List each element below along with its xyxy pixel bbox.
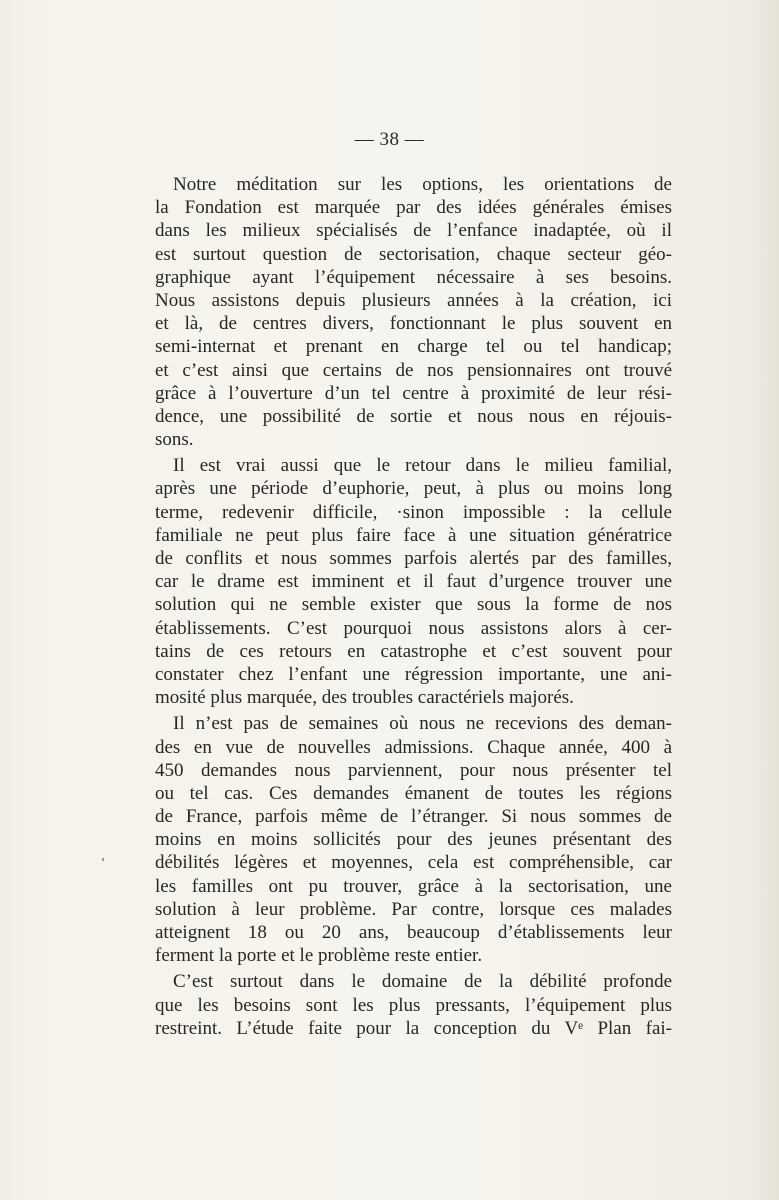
text-line: la Fondation est marquée par des idées générales émises <box>155 197 672 219</box>
text-line: moins en moins sollicités pour des jeunes présentant des <box>155 829 672 851</box>
text-line: que les besoins sont les plus pressants, l’équipement plus <box>155 994 672 1016</box>
text-line: les familles ont pu trouver, grâce à la sectorisation, une <box>155 875 672 897</box>
text-line: est surtout question de sectorisation, chaque secteur géo- <box>155 243 672 265</box>
text-line: car le drame est imminent et il faut d’urgence trouver une <box>155 571 672 593</box>
paragraph <box>155 712 672 967</box>
text-line: Nous assistons depuis plusieurs années à la création, ici <box>155 289 672 311</box>
paragraph <box>155 970 672 1040</box>
text-line: établissements. C’est pourquoi nous assistons alors à cer- <box>155 617 672 639</box>
text-line: familiale ne peut plus faire face à une situation génératrice <box>155 524 672 546</box>
text-line: semi-internat et prenant en charge tel ou tel handicap; <box>155 336 672 358</box>
text-line: 450 demandes nous parviennent, pour nous présenter tel <box>155 759 672 781</box>
text-line: solution qui ne semble exister que sous la forme de nos <box>155 594 672 616</box>
text-line: débilités légères et moyennes, cela est compréhensible, car <box>155 852 672 874</box>
text-line: dence, une possibilité de sortie et nous nous en réjouis- <box>155 405 672 427</box>
text-line: sons. <box>155 429 194 451</box>
text-line: Il n’est pas de semaines où nous ne recevions des deman- <box>173 713 672 735</box>
text-line: et là, de centres divers, fonctionnant le plus souvent en <box>155 313 672 335</box>
text-line: constater chez l’enfant une régression importante, une ani- <box>155 663 672 685</box>
text-line: ferment la porte et le problème reste entier. <box>155 945 483 967</box>
text-line: et c’est ainsi que certains de nos pensionnaires ont trouvé <box>155 359 672 381</box>
text-line: graphique ayant l’équipement nécessaire à ses besoins. <box>155 266 672 288</box>
text-line: Notre méditation sur les options, les orientations de <box>173 174 672 195</box>
text-line: ou tel cas. Ces demandes émanent de toutes les régions <box>155 782 672 804</box>
text-line: après une période d’euphorie, peut, à plus ou moins long <box>155 478 672 500</box>
text-line: terme, redevenir difficile, ·sinon impossible : la cellule <box>155 501 672 523</box>
text-line: dans les milieux spécialisés de l’enfance inadaptée, où il <box>155 220 672 242</box>
body-text <box>155 173 672 1040</box>
text-line: de France, parfois même de l’étranger. Si nous sommes de <box>155 806 672 828</box>
text-line: solution à leur problème. Par contre, lorsque ces malades <box>155 898 672 920</box>
paragraph <box>155 454 672 709</box>
text-line: mosité plus marquée, des troubles caractériels majorés. <box>155 687 574 709</box>
page-number: — 38 — <box>354 129 425 150</box>
text-line: Il est vrai aussi que le retour dans le milieu familial, <box>173 455 672 477</box>
paper-speck <box>102 858 104 861</box>
text-line: grâce à l’ouverture d’un tel centre à proximité de leur rési- <box>155 382 672 404</box>
text-line: restreint. L’étude faite pour la conception du Vᵉ Plan fai- <box>155 1017 672 1039</box>
paragraph <box>155 173 672 451</box>
text-line: tains de ces retours en catastrophe et c’est souvent pour <box>155 640 672 662</box>
text-line: des en vue de nouvelles admissions. Chaque année, 400 à <box>155 736 672 758</box>
text-line: atteignent 18 ou 20 ans, beaucoup d’établissements leur <box>155 922 672 943</box>
text-line: C’est surtout dans le domaine de la débilité profonde <box>173 971 672 993</box>
text-line: de conflits et nous sommes parfois alertés par des familles, <box>155 548 672 569</box>
